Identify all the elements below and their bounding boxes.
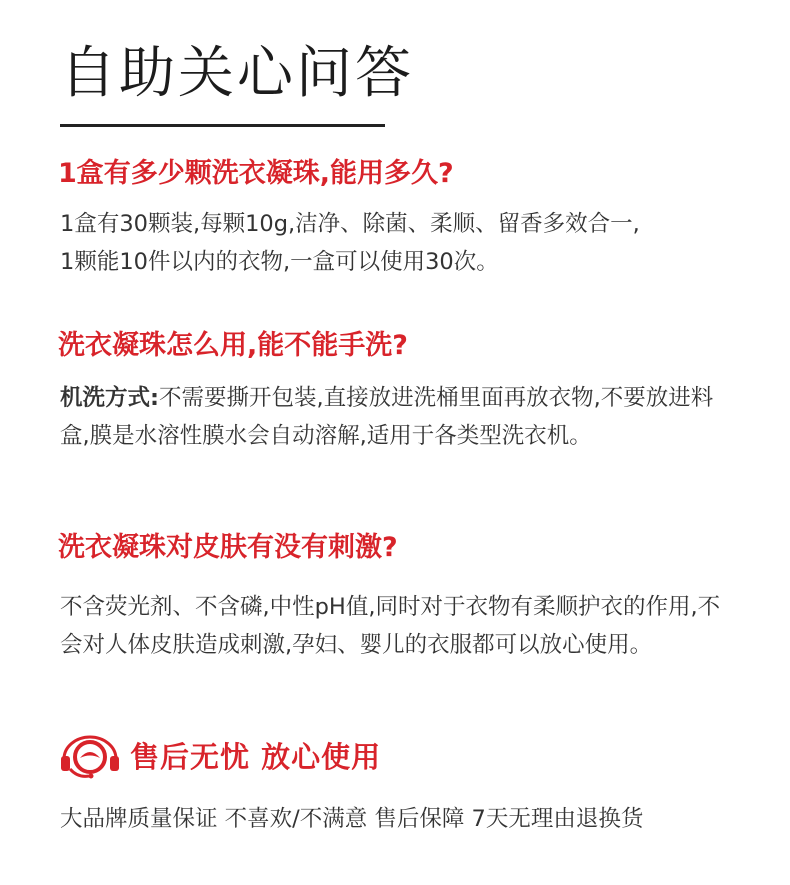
customer-service-headset-icon [58, 729, 122, 781]
faq-question-2: 洗衣凝珠怎么用,能不能手洗? [58, 330, 408, 361]
faq-answer-2 [60, 379, 732, 455]
service-title: 售后无忧 放心使用 [130, 739, 382, 774]
faq-answer-2-lead: 机洗方式: [60, 385, 159, 411]
faq-question-1: 1盒有多少颗洗衣凝珠,能用多久? [58, 158, 454, 189]
guarantee-text: 大品牌质量保证 不喜欢/不满意 售后保障 7天无理由退换货 [60, 806, 644, 832]
faq-answer-1 [60, 205, 732, 281]
page-title: 自助关心问答 [60, 41, 414, 106]
faq-question-3: 洗衣凝珠对皮肤有没有刺激? [58, 532, 398, 563]
faq-answer-1-line-2: 1颗能10件以内的衣物,一盒可以使用30次。 [60, 249, 499, 275]
title-underline [60, 124, 385, 127]
faq-answer-2-body: 不需要撕开包装,直接放进洗桶里面再放衣物,不要放进料盒,膜是水溶性膜水会自动溶解,适用于各类型洗衣机。 [60, 385, 714, 449]
service-banner [58, 727, 381, 783]
faq-answer-1-line-1: 1盒有30颗装,每颗10g,洁净、除菌、柔顺、留香多效合一, [60, 211, 640, 237]
faq-answer-3: 不含荧光剂、不含磷,中性pH值,同时对于衣物有柔顺护衣的作用,不会对人体皮肤造成刺激,孕妇、婴儿的衣服都可以放心使用。 [60, 594, 721, 658]
